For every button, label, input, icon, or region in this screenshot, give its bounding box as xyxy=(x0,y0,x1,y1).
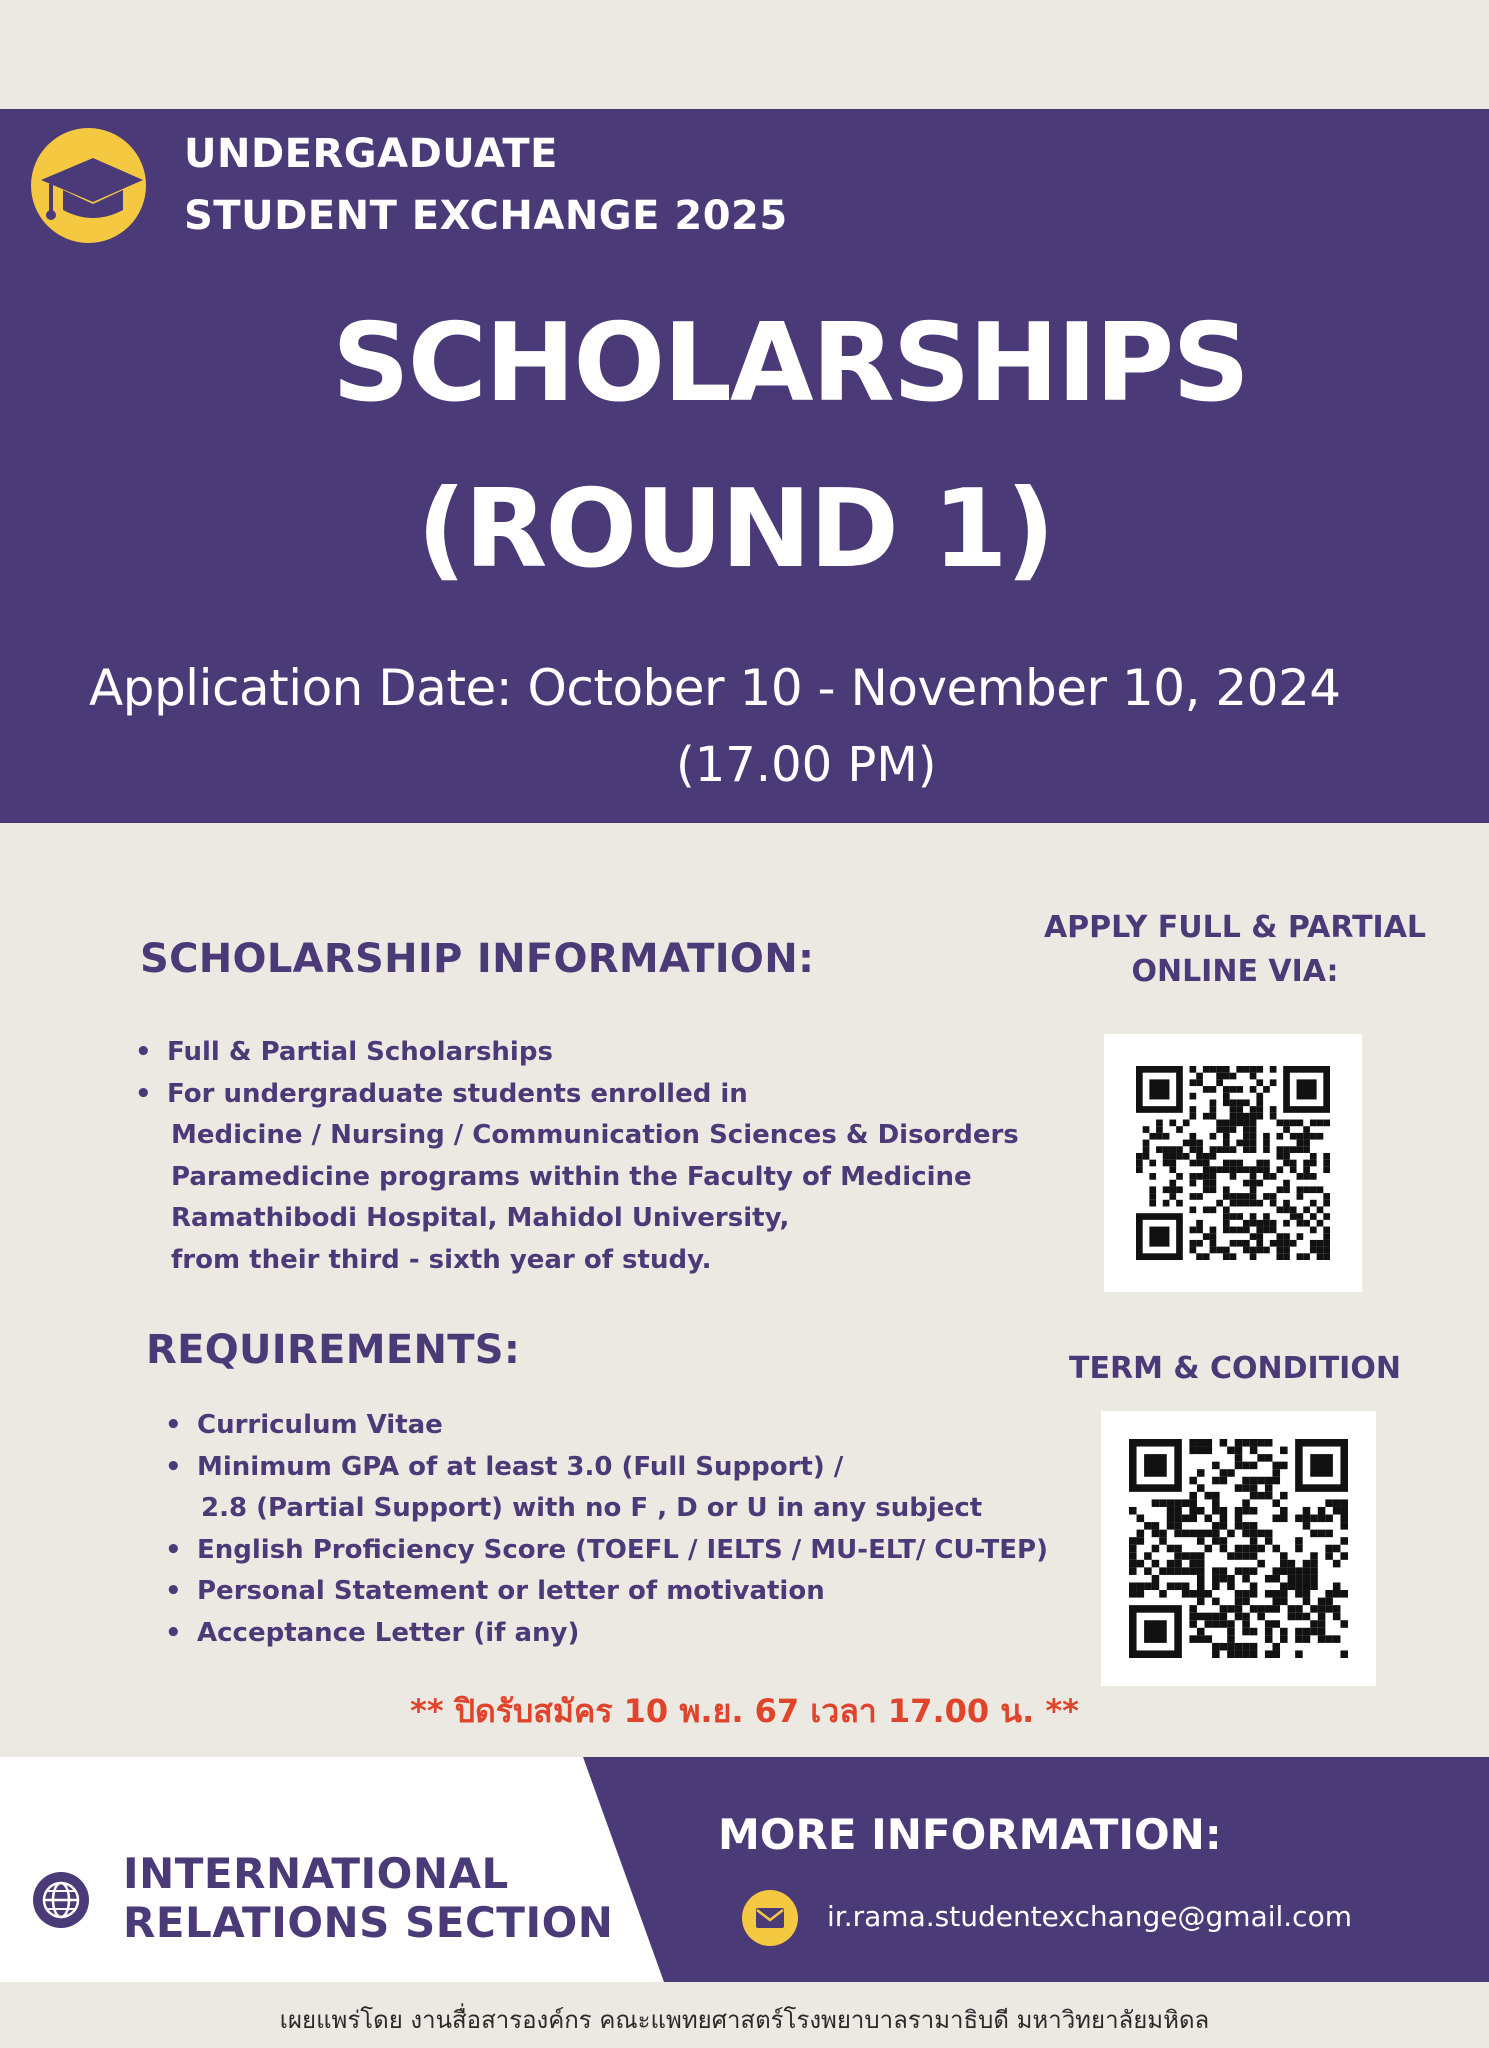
application-time: (17.00 PM) xyxy=(676,737,937,793)
qr-code-icon xyxy=(1129,1439,1348,1658)
list-item: 2.8 (Partial Support) with no F , D or U in any subject xyxy=(201,1493,983,1523)
requirements-heading: REQUIREMENTS: xyxy=(146,1327,521,1373)
application-date: Application Date: October 10 - November 10, 2024 xyxy=(89,659,1341,717)
header-banner xyxy=(0,109,1489,823)
scholarship-info-list xyxy=(167,1032,1019,1281)
list-item: • Minimum GPA of at least 3.0 (Full Support) / xyxy=(197,1447,1048,1489)
apply-heading-line1: APPLY FULL & PARTIAL xyxy=(1043,910,1427,945)
department-name-line1: INTERNATIONAL xyxy=(123,1849,509,1898)
scholarship-info-heading: SCHOLARSHIP INFORMATION: xyxy=(140,936,815,982)
page-title: SCHOLARSHIPS xyxy=(331,301,1249,426)
page-subtitle: (ROUND 1) xyxy=(416,467,1054,592)
requirements-list xyxy=(197,1405,1048,1654)
publisher-note: เผยแพร่โดย งานสื่อสารองค์กร คณะแพทยศาสตร์โรงพยาบาลรามาธิบดี มหาวิทยาลัยมหิดล xyxy=(279,2006,1210,2034)
qr-code-icon xyxy=(1136,1066,1330,1260)
list-item: from their third - sixth year of study. xyxy=(171,1244,712,1275)
globe-icon xyxy=(33,1872,89,1928)
program-name-line2: STUDENT EXCHANGE 2025 xyxy=(184,193,788,239)
terms-qr-code[interactable] xyxy=(1101,1411,1376,1686)
program-name-line1: UNDERGADUATE xyxy=(184,131,558,177)
list-item: • For undergraduate students enrolled in xyxy=(167,1074,1019,1116)
list-item: • English Proficiency Score (TOEFL / IELTS / MU-ELT/ CU-TEP) xyxy=(197,1530,1048,1572)
deadline-note: ** ปิดรับสมัคร 10 พ.ย. 67 เวลา 17.00 น. ** xyxy=(410,1692,1079,1730)
terms-heading: TERM & CONDITION xyxy=(1069,1351,1401,1386)
more-info-heading: MORE INFORMATION: xyxy=(718,1810,1222,1859)
department-name-line2: RELATIONS SECTION xyxy=(123,1898,614,1947)
list-item: • Curriculum Vitae xyxy=(197,1405,1048,1447)
apply-heading-line2: ONLINE VIA: xyxy=(1131,954,1339,989)
mail-icon xyxy=(742,1890,798,1946)
list-item: • Personal Statement or letter of motivation xyxy=(197,1571,1048,1613)
graduation-cap-icon xyxy=(31,128,146,243)
list-item: Ramathibodi Hospital, Mahidol University, xyxy=(171,1203,790,1233)
apply-online-heading xyxy=(1035,906,1435,994)
list-item: Medicine / Nursing / Communication Sciences & Disorders xyxy=(171,1120,1019,1150)
contact-email-link[interactable]: ir.rama.studentexchange@gmail.com xyxy=(827,1900,1352,1933)
list-item: Paramedicine programs within the Faculty of Medicine xyxy=(171,1161,972,1192)
list-item: • Acceptance Letter (if any) xyxy=(197,1613,1048,1655)
logo xyxy=(31,128,146,243)
list-item: • Full & Partial Scholarships xyxy=(167,1032,1019,1074)
apply-qr-code[interactable] xyxy=(1104,1034,1362,1292)
